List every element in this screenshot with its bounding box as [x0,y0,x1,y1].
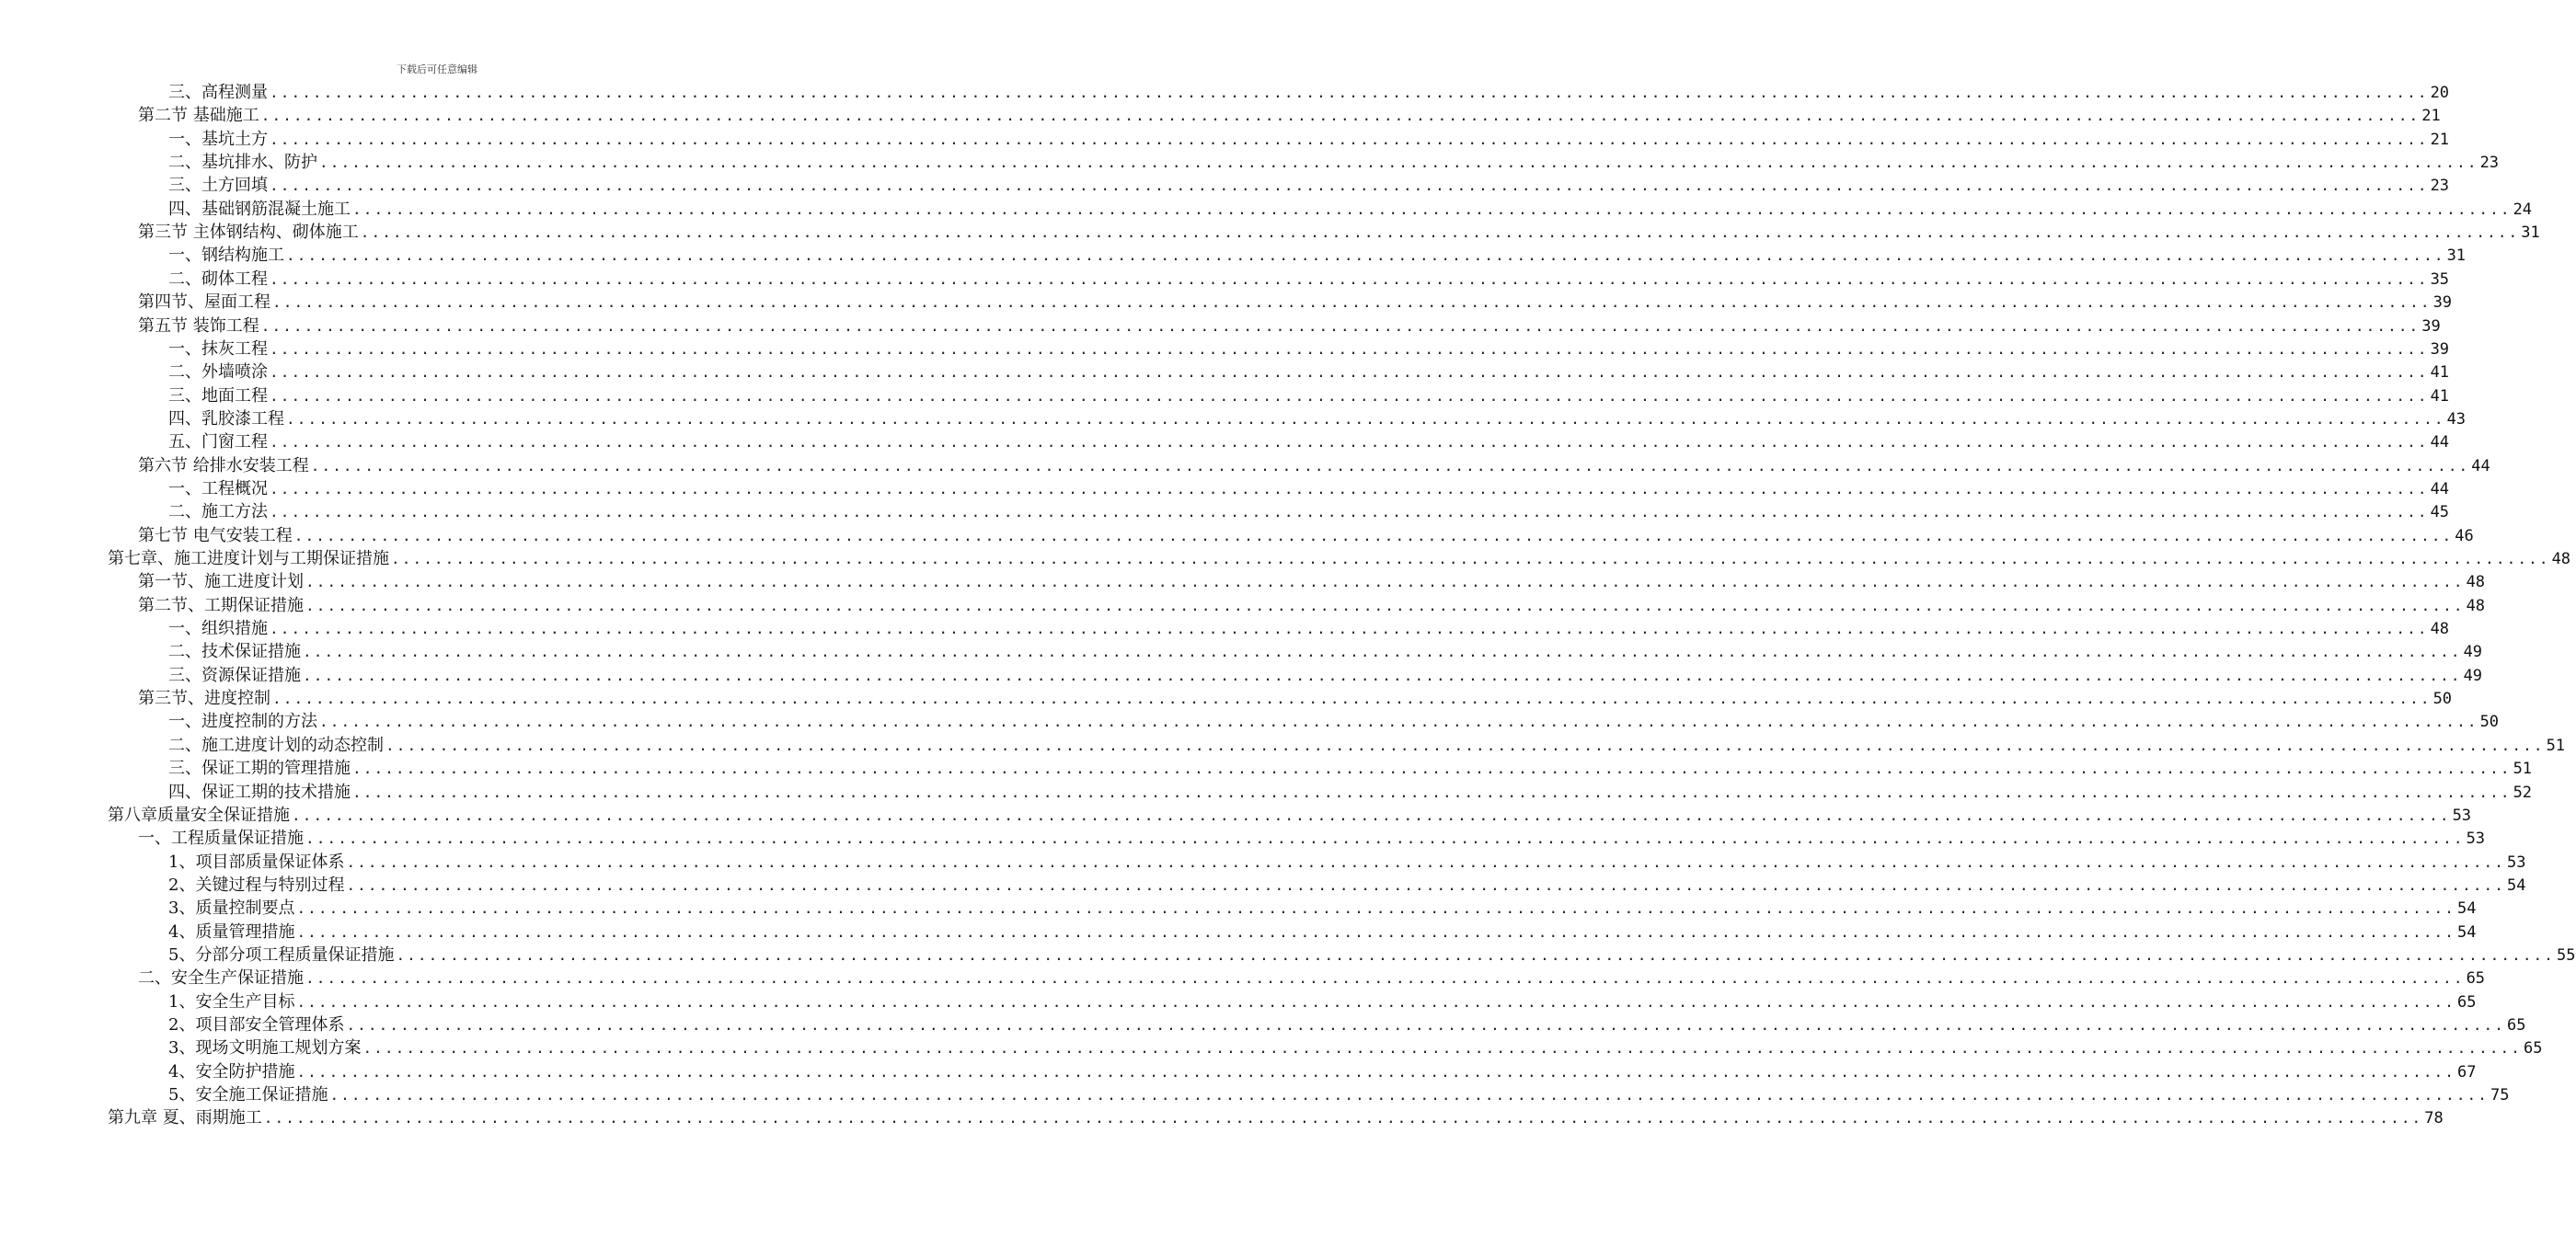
toc-entry[interactable] [168,338,2450,360]
toc-entry-page: 21 [2421,107,2441,126]
toc-entry[interactable] [168,1060,2477,1083]
toc-entry-title: 4、质量管理措施 [168,921,295,942]
toc-entry-title: 第三节、进度控制 [138,689,270,709]
toc-entry-title: 二、安全生产保证措施 [138,968,304,989]
toc-entry-page: 39 [2432,293,2453,313]
toc-entry[interactable] [168,407,2467,430]
toc-entry[interactable] [138,315,2441,338]
toc-entry-title: 二、外墙喷涂 [168,362,268,383]
toc-entry-page: 65 [2507,1016,2526,1035]
toc-entry-title: 第八章质量安全保证措施 [108,805,290,825]
toc-dot-leader: ........................................................................................................................................................................................................ [296,992,2456,1011]
toc-entry[interactable] [168,81,2450,104]
toc-entry-title: 三、资源保证措施 [168,665,301,685]
toc-dot-leader: ........................................................................................................................................................................................................ [352,783,2512,801]
toc-entry-title: 一、基坑土方 [168,129,268,149]
toc-entry-title: 二、技术保证措施 [168,642,301,662]
toc-dot-leader: ........................................................................................................................................................................................................ [293,526,2454,544]
toc-entry-title: 四、保证工期的技术措施 [168,782,351,802]
toc-entry-page: 48 [2430,620,2450,639]
toc-dot-leader: ........................................................................................................................................................................................................ [272,690,2432,708]
toc-dot-leader: ........................................................................................................................................................................................................ [346,853,2506,871]
toc-dot-leader: ........................................................................................................................................................................................................ [286,246,2445,265]
toc-entry-title: 三、保证工期的管理措施 [168,759,351,779]
toc-entry[interactable] [168,734,2566,757]
toc-entry[interactable] [138,687,2453,710]
toc-entry[interactable] [168,244,2467,267]
toc-dot-leader: ........................................................................................................................................................................................................ [303,643,2462,661]
toc-entry-title: 第二节 基础施工 [138,106,259,126]
page-header: 下载后可任意编辑 [397,63,477,75]
toc-entry-page: 75 [2490,1086,2510,1105]
toc-entry-page: 65 [2466,969,2486,989]
toc-entry-title: 第四节、屋面工程 [138,292,270,313]
toc-dot-leader: ........................................................................................................................................................................................................ [270,620,2429,638]
toc-entry[interactable] [108,804,2472,827]
toc-dot-leader: ........................................................................................................................................................................................................ [270,433,2429,452]
toc-entry-page: 78 [2424,1109,2444,1128]
toc-entry-page: 51 [2546,736,2566,755]
toc-entry-title: 三、土方回填 [168,176,268,196]
toc-entry[interactable] [138,827,2486,850]
toc-entry-page: 31 [2521,223,2540,243]
toc-dot-leader: ........................................................................................................................................................................................................ [305,573,2465,591]
toc-entry[interactable] [138,967,2486,990]
toc-entry[interactable] [168,268,2450,291]
toc-entry-page: 54 [2457,899,2477,919]
toc-dot-leader: ........................................................................................................................................................................................................ [362,1039,2523,1058]
toc-entry-page: 53 [2466,830,2486,849]
toc-entry[interactable] [168,477,2450,500]
toc-entry-page: 20 [2430,84,2450,102]
toc-entry[interactable] [138,570,2486,593]
toc-dot-leader: ........................................................................................................................................................................................................ [270,269,2429,288]
toc-entry-title: 一、工程概况 [168,478,268,498]
toc-entry-page: 31 [2446,246,2467,266]
toc-entry-title: 第九章 夏、雨期施工 [108,1108,262,1128]
toc-dot-leader: ........................................................................................................................................................................................................ [319,154,2478,172]
toc-entry-title: 第七章、施工进度计划与工期保证措施 [108,549,389,568]
toc-dot-leader: ........................................................................................................................................................................................................ [352,760,2512,778]
toc-entry[interactable] [138,524,2474,547]
toc-entry[interactable] [168,128,2450,151]
toc-dot-leader: ........................................................................................................................................................................................................ [305,596,2465,614]
toc-entry[interactable] [168,990,2477,1013]
toc-entry[interactable] [168,430,2450,453]
toc-entry-title: 第三节 主体钢结构、砌体施工 [138,223,359,243]
toc-entry[interactable] [138,221,2540,244]
toc-entry[interactable] [168,921,2477,944]
toc-entry[interactable] [168,851,2526,874]
toc-entry-page: 55 [2557,945,2576,965]
toc-entry-page: 39 [2430,339,2450,359]
toc-entry[interactable] [108,547,2571,570]
toc-entry-title: 3、现场文明施工规划方案 [168,1038,362,1059]
toc-dot-leader: ........................................................................................................................................................................................................ [270,363,2429,382]
toc-entry[interactable] [168,874,2526,897]
toc-dot-leader: ........................................................................................................................................................................................................ [303,666,2462,684]
toc-dot-leader: ........................................................................................................................................................................................................ [260,107,2421,125]
toc-entry[interactable] [168,1013,2526,1036]
toc-entry-title: 二、砌体工程 [168,269,268,289]
toc-dot-leader: ........................................................................................................................................................................................................ [270,130,2429,148]
toc-entry-title: 一、进度控制的方法 [168,712,317,732]
toc-dot-leader: ........................................................................................................................................................................................................ [286,409,2445,428]
toc-dot-leader: ........................................................................................................................................................................................................ [385,736,2545,754]
toc-entry-page: 48 [2466,596,2486,615]
toc-dot-leader: ........................................................................................................................................................................................................ [296,899,2456,918]
toc-entry-page: 50 [2432,690,2453,709]
toc-entry-page: 65 [2457,992,2477,1012]
toc-dot-leader: ........................................................................................................................................................................................................ [270,84,2429,101]
toc-dot-leader: ........................................................................................................................................................................................................ [270,503,2429,521]
toc-entry-page: 49 [2463,666,2483,685]
toc-entry[interactable] [108,1106,2444,1129]
toc-entry[interactable] [138,104,2441,127]
toc-entry-title: 一、抹灰工程 [168,338,268,359]
toc-dot-leader: ........................................................................................................................................................................................................ [360,223,2520,242]
toc-dot-leader: ........................................................................................................................................................................................................ [296,922,2456,941]
toc-entry[interactable] [168,198,2533,221]
toc-entry[interactable] [168,500,2450,523]
toc-dot-leader: ........................................................................................................................................................................................................ [305,830,2465,848]
toc-entry-title: 5、分部分项工程质量保证措施 [168,944,395,965]
toc-entry-title: 1、安全生产目标 [168,991,295,1012]
toc-dot-leader: ........................................................................................................................................................................................................ [270,386,2429,405]
toc-entry-title: 2、关键过程与特别过程 [168,875,345,895]
toc-entry-page: 41 [2430,363,2450,383]
toc-entry[interactable] [138,594,2486,617]
toc-entry[interactable] [168,897,2477,920]
toc-entry-title: 第五节 装饰工程 [138,315,259,336]
toc-dot-leader: ........................................................................................................................................................................................................ [270,339,2429,358]
toc-entry-title: 第一节、施工进度计划 [138,572,304,592]
toc-entry-page: 49 [2463,643,2483,662]
toc-dot-leader: ........................................................................................................................................................................................................ [272,293,2432,312]
toc-dot-leader: ........................................................................................................................................................................................................ [346,876,2506,894]
toc-entry-page: 43 [2446,409,2467,429]
toc-entry-page: 44 [2471,456,2490,475]
toc-entry-title: 三、地面工程 [168,385,268,406]
toc-entry[interactable] [168,1036,2543,1059]
toc-entry-page: 41 [2430,386,2450,406]
toc-entry-title: 四、乳胶漆工程 [168,408,284,429]
toc-entry-page: 39 [2421,316,2441,336]
toc-entry-page: 24 [2513,200,2533,219]
toc-entry[interactable] [168,174,2450,197]
toc-entry[interactable] [168,757,2533,780]
toc-entry-page: 54 [2507,876,2526,895]
toc-entry-title: 一、组织措施 [168,619,268,639]
toc-entry-title: 第二节、工期保证措施 [138,595,304,615]
toc-entry[interactable] [168,664,2483,687]
toc-dot-leader: ........................................................................................................................................................................................................ [292,806,2451,824]
toc-entry-title: 第六节 给排水安装工程 [138,455,309,475]
toc-entry[interactable] [168,944,2576,967]
toc-entry-title: 一、钢结构施工 [168,246,284,266]
toc-entry-page: 48 [2551,550,2571,568]
toc-entry-page: 45 [2430,503,2450,522]
toc-entry-page: 23 [2430,177,2450,196]
toc-entry[interactable] [138,291,2453,314]
toc-entry-page: 51 [2513,760,2533,779]
toc-dot-leader: ........................................................................................................................................................................................................ [310,456,2470,475]
toc-entry-page: 44 [2430,479,2450,498]
toc-dot-leader: ........................................................................................................................................................................................................ [270,479,2429,498]
toc-entry-page: 48 [2466,573,2486,592]
toc-entry-page: 46 [2455,526,2474,545]
toc-entry-page: 65 [2524,1039,2543,1059]
toc-entry-title: 一、工程质量保证措施 [138,829,304,849]
toc-entry-page: 50 [2479,713,2500,732]
toc-entry-title: 3、质量控制要点 [168,898,295,919]
toc-entry-page: 21 [2430,130,2450,149]
toc-dot-leader: ........................................................................................................................................................................................................ [260,316,2421,335]
toc-dot-leader: ........................................................................................................................................................................................................ [346,1016,2506,1034]
toc-entry[interactable] [138,454,2490,477]
toc-dot-leader: ........................................................................................................................................................................................................ [305,969,2465,988]
toc-entry-page: 53 [2507,853,2526,872]
toc-entry-page: 23 [2479,154,2500,173]
toc-dot-leader: ........................................................................................................................................................................................................ [319,713,2478,731]
toc-entry-page: 52 [2513,783,2533,802]
toc-dot-leader: ........................................................................................................................................................................................................ [270,177,2429,195]
toc-entry[interactable] [168,640,2483,663]
toc-entry[interactable] [168,151,2500,174]
toc-entry-title: 1、项目部质量保证体系 [168,852,345,872]
toc-entry-title: 第七节 电气安装工程 [138,525,293,545]
toc-entry-page: 53 [2452,806,2472,825]
toc-entry[interactable] [168,360,2450,383]
toc-dot-leader: ........................................................................................................................................................................................................ [396,945,2556,964]
toc-dot-leader: ........................................................................................................................................................................................................ [296,1062,2456,1081]
toc-entry-title: 2、项目部安全管理体系 [168,1015,345,1035]
toc-entry[interactable] [168,384,2450,407]
toc-entry-title: 三、高程测量 [168,83,268,102]
toc-entry-title: 4、安全防护措施 [168,1061,295,1082]
toc-entry-page: 35 [2430,269,2450,289]
toc-entry[interactable] [168,781,2533,804]
toc-entry-title: 二、施工方法 [168,502,268,522]
toc-dot-leader: ........................................................................................................................................................................................................ [391,550,2550,567]
toc-entry-title: 二、施工进度计划的动态控制 [168,735,384,755]
toc-entry-page: 44 [2430,433,2450,452]
toc-entry[interactable] [168,710,2500,733]
toc-dot-leader: ........................................................................................................................................................................................................ [329,1086,2490,1104]
toc-entry-title: 五、门窗工程 [168,432,268,452]
toc-entry-title: 5、安全施工保证措施 [168,1085,328,1105]
toc-dot-leader: ........................................................................................................................................................................................................ [263,1109,2423,1127]
toc-entry-page: 54 [2457,922,2477,942]
toc-entry[interactable] [168,617,2450,640]
toc-entry-title: 四、基础钢筋混凝土施工 [168,199,351,219]
toc-dot-leader: ........................................................................................................................................................................................................ [352,200,2512,218]
toc-entry-title: 二、基坑排水、防护 [168,153,317,173]
toc-entry-page: 67 [2457,1062,2477,1082]
toc-entry[interactable] [168,1083,2510,1106]
